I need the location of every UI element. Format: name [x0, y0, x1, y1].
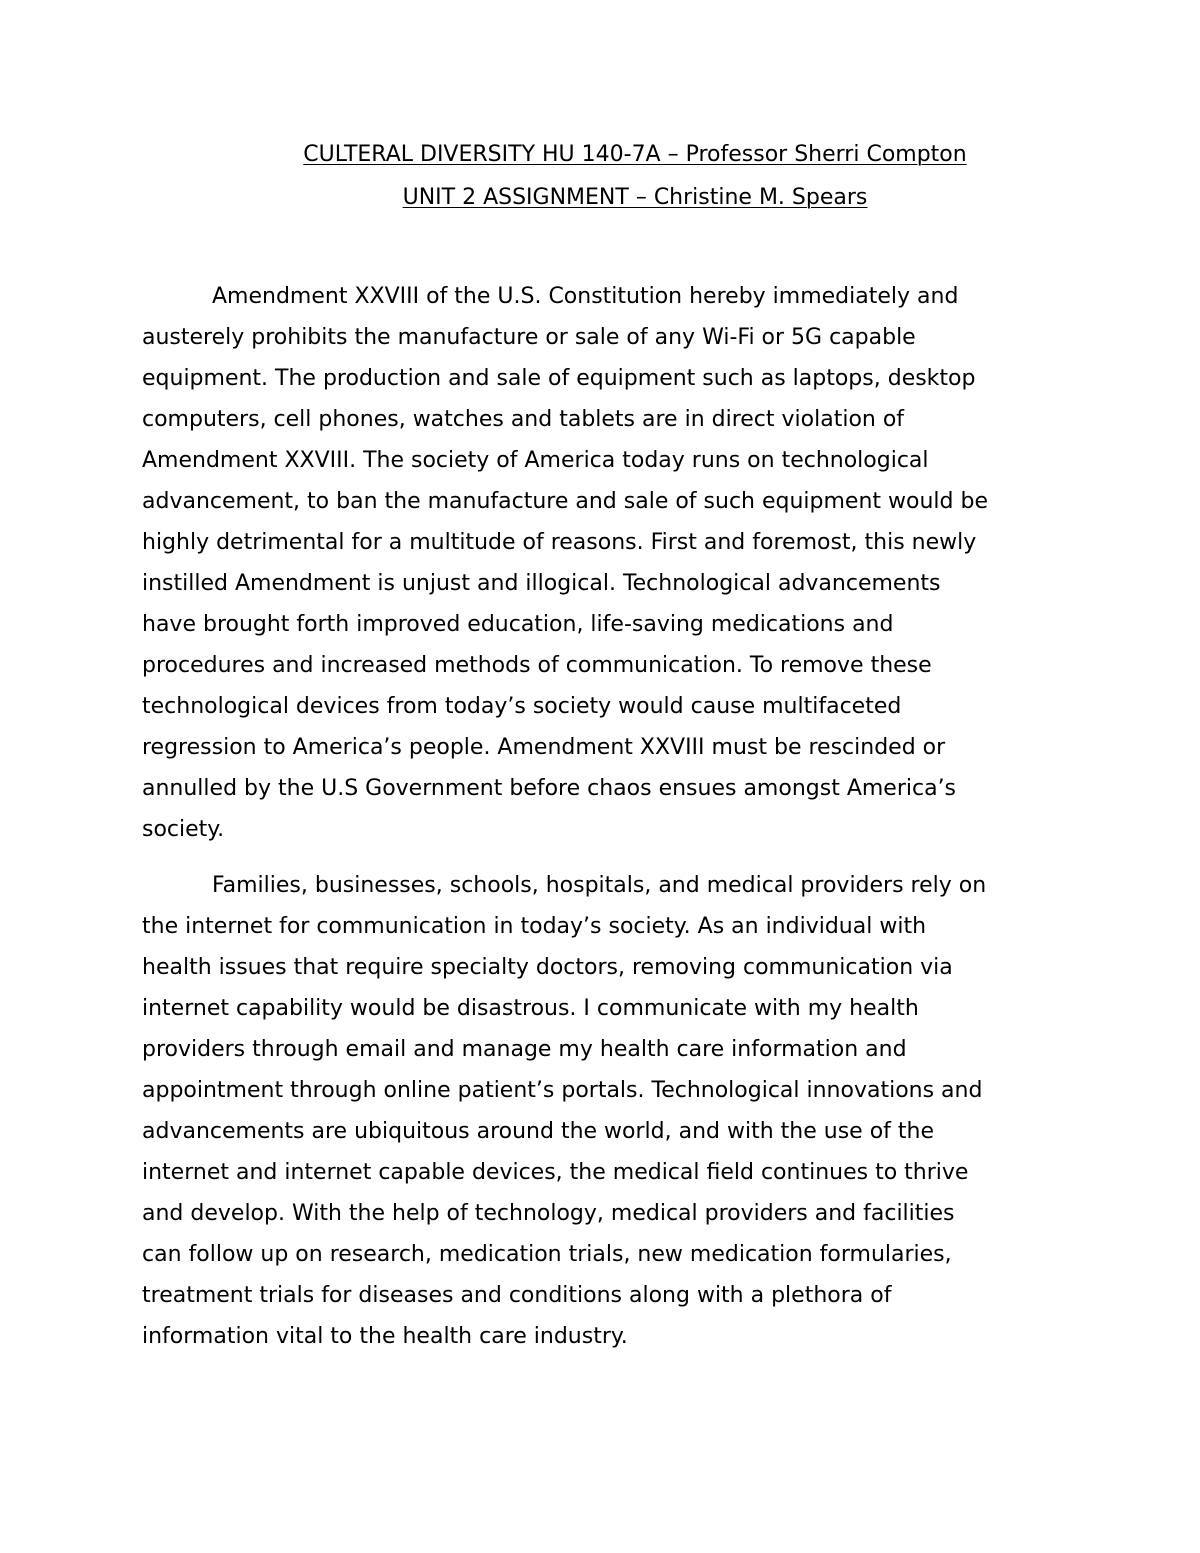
- paragraph-line: advancement, to ban the manufacture and sale of such equipment would be: [142, 489, 989, 514]
- paragraph-line: society.: [142, 817, 225, 842]
- paragraph-line: computers, cell phones, watches and tablets are in direct violation of: [142, 407, 905, 432]
- paragraph-line: providers through email and manage my health care information and: [142, 1037, 907, 1062]
- paragraph-line: can follow up on research, medication trials, new medication formularies,: [142, 1242, 952, 1267]
- paragraph-line: Families, businesses, schools, hospitals, and medical providers rely on: [212, 873, 987, 898]
- paragraph-line: procedures and increased methods of communication. To remove these: [142, 653, 932, 678]
- course-header: CULTERAL DIVERSITY HU 140-7A – Professor Sherri Compton: [303, 142, 967, 167]
- paragraph-line: regression to America’s people. Amendment XXVIII must be rescinded or: [142, 735, 946, 760]
- paragraph-line: Amendment XXVIII. The society of America today runs on technological: [142, 448, 929, 473]
- paragraph-line: equipment. The production and sale of equipment such as laptops, desktop: [142, 366, 976, 391]
- paragraph-line: and develop. With the help of technology, medical providers and facilities: [142, 1201, 955, 1226]
- paragraph-line: internet capability would be disastrous. I communicate with my health: [142, 996, 919, 1021]
- paragraph-line: have brought forth improved education, life-saving medications and: [142, 612, 894, 637]
- paragraph-line: instilled Amendment is unjust and illogical. Technological advancements: [142, 571, 941, 596]
- paragraph-line: health issues that require specialty doctors, removing communication via: [142, 955, 953, 980]
- paragraph-line: annulled by the U.S Government before chaos ensues amongst America’s: [142, 776, 957, 801]
- paragraph-line: Amendment XXVIII of the U.S. Constitution hereby immediately and: [212, 284, 959, 309]
- paragraph-line: appointment through online patient’s portals. Technological innovations and: [142, 1078, 983, 1103]
- assignment-header: UNIT 2 ASSIGNMENT – Christine M. Spears: [402, 185, 868, 210]
- paragraph-line: advancements are ubiquitous around the world, and with the use of the: [142, 1119, 934, 1144]
- paragraph-line: treatment trials for diseases and conditions along with a plethora of: [142, 1283, 892, 1308]
- paragraph-line: highly detrimental for a multitude of reasons. First and foremost, this newly: [142, 530, 977, 555]
- paragraph-line: austerely prohibits the manufacture or sale of any Wi-Fi or 5G capable: [142, 325, 916, 350]
- paragraph-line: information vital to the health care industry.: [142, 1324, 628, 1349]
- paragraph-line: the internet for communication in today’s society. As an individual with: [142, 914, 927, 939]
- paragraph-line: technological devices from today’s society would cause multifaceted: [142, 694, 902, 719]
- paragraph-line: internet and internet capable devices, the medical field continues to thrive: [142, 1160, 969, 1185]
